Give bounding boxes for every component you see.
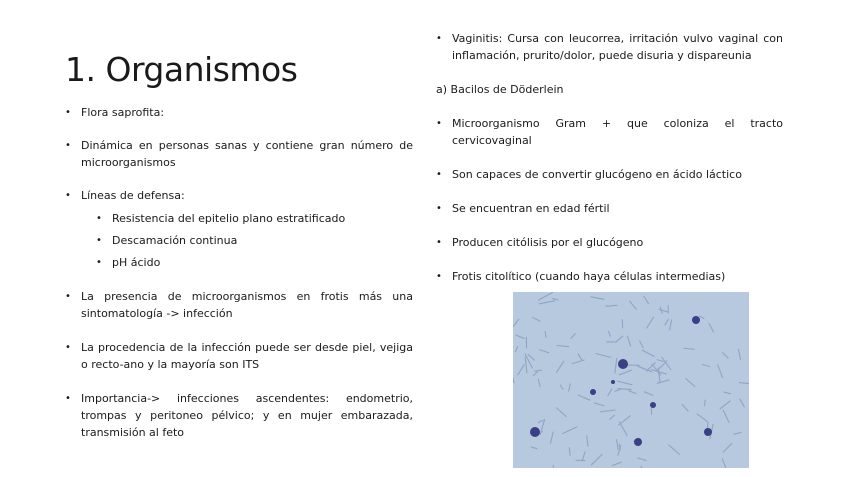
list-item: • Flora saprofita: xyxy=(65,104,413,121)
left-bullet-list xyxy=(65,104,413,204)
list-item: • Se encuentran en edad fértil xyxy=(436,200,783,217)
list-item: • Importancia-> infecciones ascendentes: endometrio, trompas y peritoneo pélvico; y en mujer embarazada, transmisión al feto xyxy=(65,390,413,441)
list-item: • La presencia de microorganismos en frotis más una sintomatología -> infección xyxy=(65,288,413,322)
left-column xyxy=(65,104,413,441)
list-item: • La procedencia de la infección puede ser desde piel, vejiga o recto-ano y la mayoría son ITS xyxy=(65,339,413,373)
list-item: • Microorganismo Gram + que coloniza el tracto cervicovaginal xyxy=(436,115,783,149)
sub-list-item: • Descamación continua xyxy=(96,232,413,249)
list-item: • Son capaces de convertir glucógeno en ácido láctico xyxy=(436,166,783,183)
list-item: • Dinámica en personas sanas y contiene gran número de microorganismos xyxy=(65,137,413,171)
micrograph-image xyxy=(513,292,749,468)
right-bullet-list xyxy=(436,115,783,285)
list-item: • Vaginitis: Cursa con leucorrea, irritación vulvo vaginal con inflamación, prurito/dolor, puede disuria y dispareunia xyxy=(436,30,783,64)
list-item: • Producen citólisis por el glucógeno xyxy=(436,234,783,251)
right-top-list xyxy=(436,30,783,64)
page-title: 1. Organismos xyxy=(65,50,298,89)
section-heading: a) Bacilos de Döderlein xyxy=(436,83,564,96)
list-item: • Frotis citolítico (cuando haya células intermedias) xyxy=(436,268,783,285)
right-column xyxy=(436,30,783,285)
left-bullet-list-continued xyxy=(65,288,413,441)
list-item: • Líneas de defensa: xyxy=(65,187,413,204)
sub-list-item: • pH ácido xyxy=(96,254,413,271)
defense-sub-list xyxy=(96,210,413,271)
sub-list-item: • Resistencia del epitelio plano estratificado xyxy=(96,210,413,227)
